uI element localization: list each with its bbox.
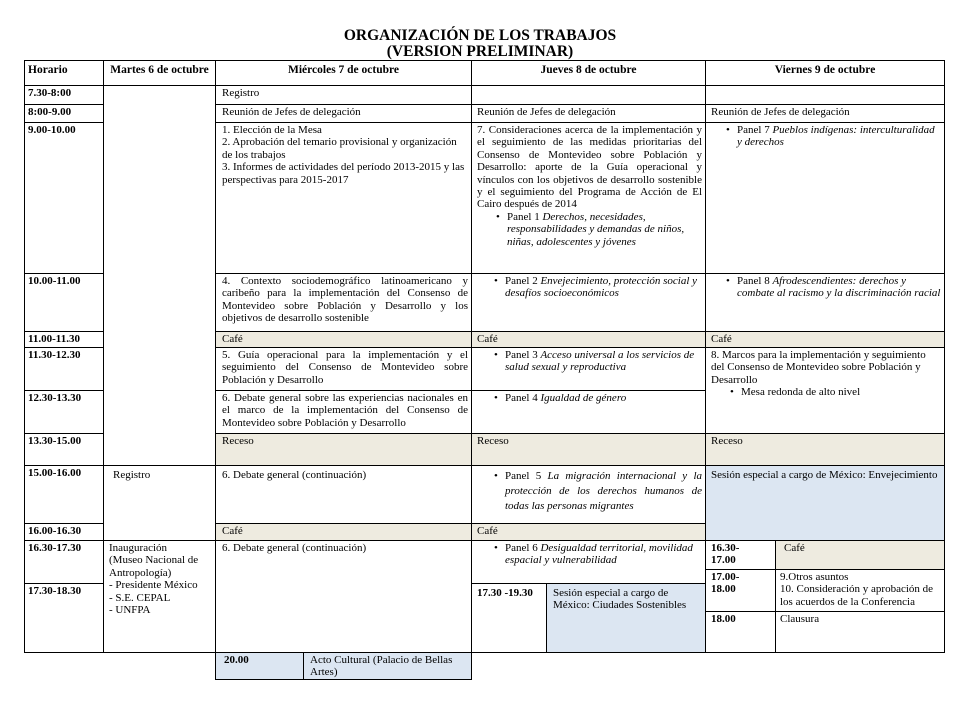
header-tuesday: Martes 6 de octubre: [103, 60, 216, 86]
thursday-receso: Receso: [471, 433, 706, 466]
friday-sesion-especial: Sesión especial a cargo de México: Envejecimiento: [705, 465, 945, 541]
wednesday-debate-2: 6. Debate general (continuación): [215, 540, 472, 653]
agenda-item: 2. Aprobación del temario provisional y organización de los trabajos: [222, 136, 457, 161]
friday-time-1800: 18.00: [705, 611, 776, 653]
thursday-cafe-2: Café: [471, 523, 706, 541]
friday-time-1630: 16.30-17.00: [705, 540, 776, 570]
friday-item-8: [705, 347, 945, 434]
agenda-item: 1. Elección de la Mesa: [222, 124, 322, 136]
wednesday-debate-1: 6. Debate general (continuación): [215, 465, 472, 524]
hour-slot: 12.30-13.30: [24, 390, 104, 434]
hour-slot: 7.30-8:00: [24, 85, 104, 105]
inauguracion-place-2: Antropología): [109, 566, 172, 579]
wednesday-item-6: 6. Debate general sobre las experiencias nacionales en el marco de la implementación del Consenso de Montevideo sobre Población y Desarrollo: [215, 390, 472, 434]
agenda-item-7: 7. Consideraciones acerca de la implementación y el seguimiento de las medidas prioritarias del Consenso de Montevideo sobre Población y Desarrollo: aporte de la Guía operacional y vínculos con los objetivos de desarrollo sostenible y el seguimiento del Programa de Acción de El Cairo después de 2014: [477, 124, 702, 211]
wednesday-registro: Registro: [215, 85, 472, 105]
wednesday-cafe-2: Café: [215, 523, 472, 541]
wednesday-item-5: 5. Guía operacional para la implementación y el seguimiento del Consenso de Montevideo sobre Población y Desarrollo: [215, 347, 472, 391]
friday-panel-7: [705, 122, 945, 274]
document-subtitle: (VERSION PRELIMINAR): [386, 43, 574, 60]
inauguracion-speaker: - S.E. CEPAL: [109, 591, 171, 604]
inauguracion-speaker: - UNFPA: [109, 604, 151, 617]
acto-cultural: Acto Cultural (Palacio de Bellas Artes): [303, 652, 472, 680]
friday-cafe-2: Café: [775, 540, 945, 570]
tuesday-inauguracion: [103, 540, 216, 653]
thursday-panel-4: [471, 390, 706, 434]
friday-reunion: Reunión de Jefes de delegación: [705, 104, 945, 123]
agenda-item-10: 10. Consideración y aprobación de los acuerdos de la Conferencia: [780, 583, 934, 608]
hour-slot: 16.00-16.30: [24, 523, 104, 541]
friday-top-empty: [705, 85, 945, 105]
thursday-panel-6: [471, 540, 706, 584]
thursday-item-7: [471, 122, 706, 274]
wednesday-item-4: 4. Contexto sociodemográfico latinoamericano y caribeño para la implementación del Consenso de Montevideo sobre Población y Desarrollo y los objetivos de desarrollo sostenible: [215, 273, 472, 332]
friday-time-1700: 17.00-18.00: [705, 569, 776, 612]
wednesday-items-1-3: [215, 122, 472, 274]
header-horario: Horario: [24, 60, 104, 86]
panel-7: • Panel 7 Pueblos indígenas: interculturalidad y derechos: [737, 124, 941, 149]
agenda-item-9: 9.Otros asuntos: [780, 571, 849, 583]
wednesday-reunion: Reunión de Jefes de delegación: [215, 104, 472, 123]
thursday-top-empty: [471, 85, 706, 105]
wednesday-receso: Receso: [215, 433, 472, 466]
thursday-panel-5: [471, 465, 706, 524]
hour-slot: 13.30-15.00: [24, 433, 104, 466]
friday-otros-asuntos: [775, 569, 945, 612]
thursday-cafe: Café: [471, 331, 706, 348]
inauguracion-place-1: (Museo Nacional de: [109, 554, 199, 567]
inauguracion-speaker: - Presidente México: [109, 579, 198, 592]
thursday-panel-2: [471, 273, 706, 332]
wednesday-cafe: Café: [215, 331, 472, 348]
hour-slot: 16.30-17.30: [24, 540, 104, 584]
panel-4: • Panel 4 Igualdad de género: [505, 392, 702, 404]
hour-slot: 17.30-18.30: [24, 583, 104, 653]
panel-6: • Panel 6 Desigualdad territorial, movilidad espacial y vulnerabilidad: [505, 542, 702, 567]
header-thursday: Jueves 8 de octubre: [471, 60, 706, 86]
thursday-panel-3: [471, 347, 706, 391]
hour-slot: 11.30-12.30: [24, 347, 104, 391]
friday-panel-8: [705, 273, 945, 332]
hour-slot: 15.00-16.00: [24, 465, 104, 524]
mesa-redonda: • Mesa redonda de alto nivel: [741, 386, 941, 398]
friday-clausura: Clausura: [775, 611, 945, 653]
acto-cultural-time: 20.00: [215, 652, 304, 680]
panel-1: • Panel 1 Derechos, necesidades, responsabilidades y demandas de niños, niñas, adolescentes y jóvenes: [507, 211, 702, 248]
panel-2: • Panel 2 Envejecimiento, protección social y desafíos socioeconómicos: [505, 275, 702, 300]
hour-slot: 9.00-10.00: [24, 122, 104, 274]
thursday-sesion-especial: Sesión especial a cargo de México: Ciudades Sostenibles: [546, 583, 706, 653]
agenda-item-8: 8. Marcos para la implementación y seguimiento del Consenso de Montevideo sobre Población y Desarrollo: [711, 349, 926, 386]
tuesday-morning-empty: [103, 85, 216, 466]
header-wednesday: Miércoles 7 de octubre: [215, 60, 472, 86]
panel-5: • Panel 5 La migración internacional y la protección de los derechos humanos de todas las personas migrantes: [505, 469, 702, 514]
hour-slot: 11.00-11.30: [24, 331, 104, 348]
document-title: ORGANIZACIÓN DE LOS TRABAJOS: [343, 27, 617, 44]
panel-8: • Panel 8 Afrodescendientes: derechos y combate al racismo y la discriminación racial: [737, 275, 941, 300]
panel-3: • Panel 3 Acceso universal a los servicios de salud sexual y reproductiva: [505, 349, 702, 374]
agenda-item: 3. Informes de actividades del período 2013-2015 y las perspectivas para 2015-2017: [222, 161, 465, 186]
tuesday-registro-text: Registro: [113, 469, 151, 481]
tuesday-registro: [103, 465, 216, 541]
thursday-reunion: Reunión de Jefes de delegación: [471, 104, 706, 123]
hour-slot: 10.00-11.00: [24, 273, 104, 332]
friday-cafe: Café: [705, 331, 945, 348]
hour-slot: 8:00-9.00: [24, 104, 104, 123]
header-friday: Viernes 9 de octubre: [705, 60, 945, 86]
inauguracion-label: Inauguración: [109, 542, 168, 554]
thursday-sesion-time: 17.30 -19.30: [471, 583, 547, 653]
friday-receso: Receso: [705, 433, 945, 466]
